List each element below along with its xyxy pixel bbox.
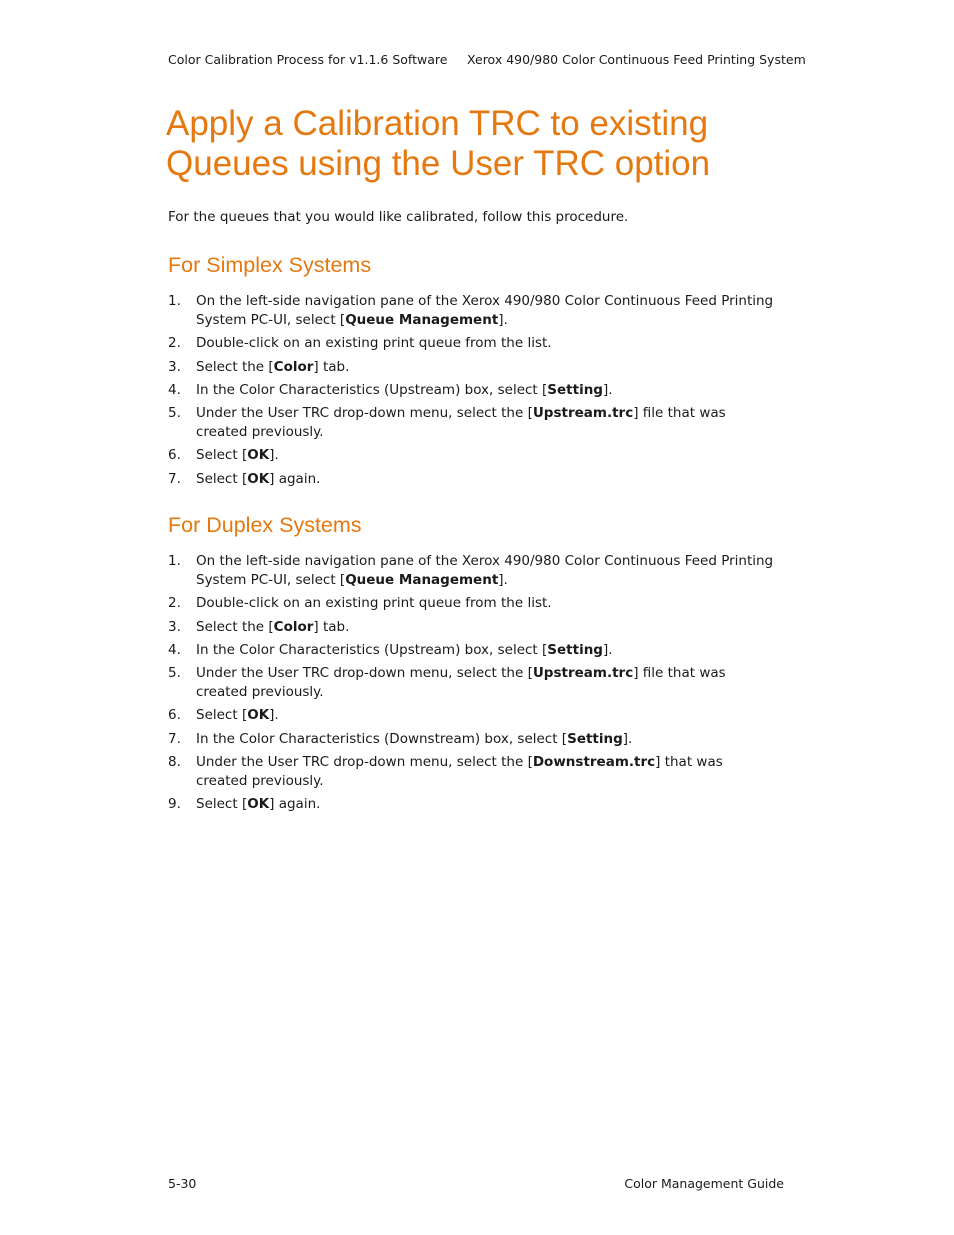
step-text-run: On the left-side navigation pane of the Xerox 490/980 Color Continuous Feed Printing System PC-UI, select [ — [196, 553, 774, 588]
step-text-run: ] tab. — [313, 358, 350, 375]
duplex-step — [168, 552, 778, 590]
step-text-run: Double-click on an existing print queue from the list. — [196, 595, 552, 612]
step-text-run: Select [ — [196, 707, 248, 724]
step-number: 6. — [168, 707, 181, 724]
running-header-left: Color Calibration Process for v1.1.6 Software — [168, 52, 448, 67]
footer-page-number: 5-30 — [168, 1176, 197, 1191]
step-text-run: ] file that was created previously. — [196, 405, 726, 441]
duplex-step — [168, 730, 778, 749]
step-text-run: On the left-side navigation pane of the Xerox 490/980 Color Continuous Feed Printing System PC-UI, select [ — [196, 293, 774, 328]
step-text — [196, 595, 552, 611]
simplex-step — [168, 334, 778, 353]
step-text-run: ] again. — [269, 796, 321, 813]
footer-guide-title: Color Management Guide — [624, 1176, 784, 1191]
step-text-run: In the Color Characteristics (Upstream) box, select [ — [196, 381, 548, 398]
step-text-run: ]. — [269, 707, 279, 724]
step-text-run: ] again. — [269, 470, 321, 487]
step-text-run: Select the [ — [196, 618, 274, 635]
step-text — [196, 405, 726, 440]
step-number: 4. — [168, 641, 181, 658]
duplex-step — [168, 618, 778, 637]
step-number: 1. — [168, 293, 181, 309]
simplex-heading: For Simplex Systems — [168, 253, 372, 277]
step-text — [196, 754, 723, 789]
ui-label-emphasis: Setting — [547, 381, 603, 398]
step-number: 7. — [168, 470, 181, 487]
step-text-run: Select [ — [196, 470, 248, 487]
step-text-run: ]. — [622, 730, 633, 747]
ui-label-emphasis: Queue Management — [345, 572, 499, 588]
step-number: 9. — [168, 796, 181, 813]
step-text — [196, 359, 349, 375]
simplex-step — [168, 381, 778, 400]
ui-label-emphasis: Color — [273, 618, 314, 635]
simplex-step — [168, 470, 778, 489]
step-number: 1. — [168, 553, 181, 569]
step-text — [196, 553, 773, 588]
ui-label-emphasis: OK — [247, 447, 270, 464]
step-number: 3. — [168, 618, 181, 635]
step-text-run: ]. — [498, 312, 508, 328]
ui-label-emphasis: Setting — [547, 641, 603, 658]
step-number: 5. — [168, 665, 181, 682]
page-title — [166, 104, 816, 184]
step-text — [196, 335, 552, 351]
duplex-step — [168, 706, 778, 725]
simplex-step — [168, 358, 778, 377]
step-text — [196, 665, 726, 700]
step-number: 4. — [168, 381, 181, 398]
duplex-steps-list — [168, 552, 778, 819]
duplex-step — [168, 641, 778, 660]
step-text — [196, 642, 613, 658]
step-text-run: ]. — [269, 447, 279, 464]
step-text-run: ] that was created previously. — [196, 754, 723, 790]
page-title-line-1: Apply a Calibration TRC to existing — [166, 104, 709, 143]
step-text-run: Select [ — [196, 796, 248, 813]
step-text — [196, 619, 349, 635]
ui-label-emphasis: OK — [247, 470, 270, 487]
step-text-run: ] file that was created previously. — [196, 665, 726, 701]
simplex-step — [168, 292, 778, 330]
duplex-step — [168, 753, 778, 791]
step-text — [196, 731, 632, 747]
ui-label-emphasis: Setting — [567, 730, 623, 747]
simplex-step — [168, 446, 778, 465]
step-text-run: Select [ — [196, 447, 248, 464]
step-number: 8. — [168, 754, 181, 771]
step-text-run: Under the User TRC drop-down menu, select the [ — [196, 665, 533, 682]
step-number: 7. — [168, 730, 181, 747]
simplex-steps-list — [168, 292, 778, 493]
step-text — [196, 471, 320, 487]
page-title-line-2: Queues using the User TRC option — [166, 144, 711, 183]
ui-label-emphasis: Color — [273, 358, 314, 375]
step-text — [196, 293, 773, 328]
step-text-run: In the Color Characteristics (Downstream) box, select [ — [196, 730, 568, 747]
step-text — [196, 796, 320, 812]
running-header-right: Xerox 490/980 Color Continuous Feed Printing System — [467, 52, 806, 67]
ui-label-emphasis: Upstream.trc — [532, 665, 634, 682]
step-text — [196, 382, 613, 398]
step-text-run: Select the [ — [196, 358, 274, 375]
step-text-run: ]. — [498, 572, 508, 588]
step-number: 5. — [168, 405, 181, 422]
step-text-run: ]. — [602, 381, 613, 398]
ui-label-emphasis: OK — [247, 707, 270, 724]
ui-label-emphasis: OK — [247, 796, 270, 813]
duplex-step — [168, 664, 778, 702]
step-text-run: ] tab. — [313, 618, 350, 635]
step-text — [196, 707, 279, 723]
step-text-run: Under the User TRC drop-down menu, select the [ — [196, 754, 533, 771]
duplex-step — [168, 594, 778, 613]
step-text — [196, 447, 279, 463]
duplex-step — [168, 795, 778, 814]
ui-label-emphasis: Downstream.trc — [532, 754, 656, 771]
step-number: 6. — [168, 447, 181, 464]
step-text-run: Under the User TRC drop-down menu, select the [ — [196, 405, 533, 422]
step-number: 2. — [168, 335, 181, 352]
step-number: 3. — [168, 358, 181, 375]
step-text-run: Double-click on an existing print queue from the list. — [196, 335, 552, 352]
simplex-step — [168, 404, 778, 442]
step-text-run: ]. — [602, 641, 613, 658]
step-text-run: In the Color Characteristics (Upstream) box, select [ — [196, 641, 548, 658]
ui-label-emphasis: Queue Management — [345, 312, 499, 328]
step-number: 2. — [168, 595, 181, 612]
intro-paragraph: For the queues that you would like calibrated, follow this procedure. — [168, 209, 629, 225]
ui-label-emphasis: Upstream.trc — [532, 405, 634, 422]
duplex-heading: For Duplex Systems — [168, 513, 362, 537]
